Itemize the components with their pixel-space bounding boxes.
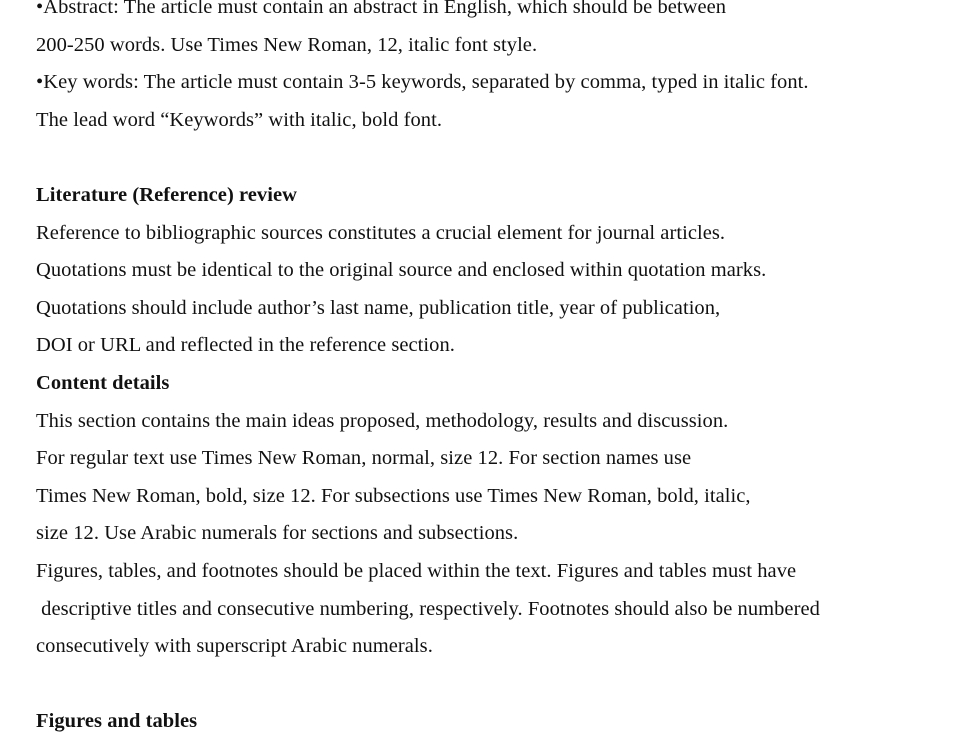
content-text-line: consecutively with superscript Arabic numerals. xyxy=(36,635,433,658)
paragraph-spacer xyxy=(36,666,936,704)
literature-review-heading: Literature (Reference) review xyxy=(36,183,297,206)
keywords-text-line: •Key words: The article must contain 3-5 keywords, separated by comma, typed in italic font. xyxy=(36,71,809,94)
literature-text-line: DOI or URL and reflected in the reference section. xyxy=(36,334,455,357)
paragraph-spacer xyxy=(36,139,936,177)
content-text-line: For regular text use Times New Roman, normal, size 12. For section names use xyxy=(36,447,692,470)
literature-text-line: Reference to bibliographic sources constitutes a crucial element for journal articles. xyxy=(36,221,726,244)
figures-tables-heading: Figures and tables xyxy=(36,710,198,733)
keywords-text-line: The lead word “Keywords” with italic, bold font. xyxy=(36,108,443,131)
literature-text-line: Quotations should include author’s last name, publication title, year of publication, xyxy=(36,296,721,319)
content-text-line: size 12. Use Arabic numerals for sections and subsections. xyxy=(36,522,519,545)
content-text-line: Times New Roman, bold, size 12. For subsections use Times New Roman, bold, italic, xyxy=(36,484,751,507)
content-text-line: This section contains the main ideas proposed, methodology, results and discussion. xyxy=(36,409,729,432)
content-text-line: descriptive titles and consecutive numbering, respectively. Footnotes should also be numbered xyxy=(36,597,820,620)
content-text-line: Figures, tables, and footnotes should be placed within the text. Figures and tables must have xyxy=(36,559,797,582)
content-details-heading: Content details xyxy=(36,371,170,394)
document-page xyxy=(36,0,936,741)
abstract-text-line: 200-250 words. Use Times New Roman, 12, italic font style. xyxy=(36,33,538,56)
abstract-text-line: •Abstract: The article must contain an abstract in English, which should be between xyxy=(36,0,727,18)
literature-text-line: Quotations must be identical to the original source and enclosed within quotation marks. xyxy=(36,259,767,282)
